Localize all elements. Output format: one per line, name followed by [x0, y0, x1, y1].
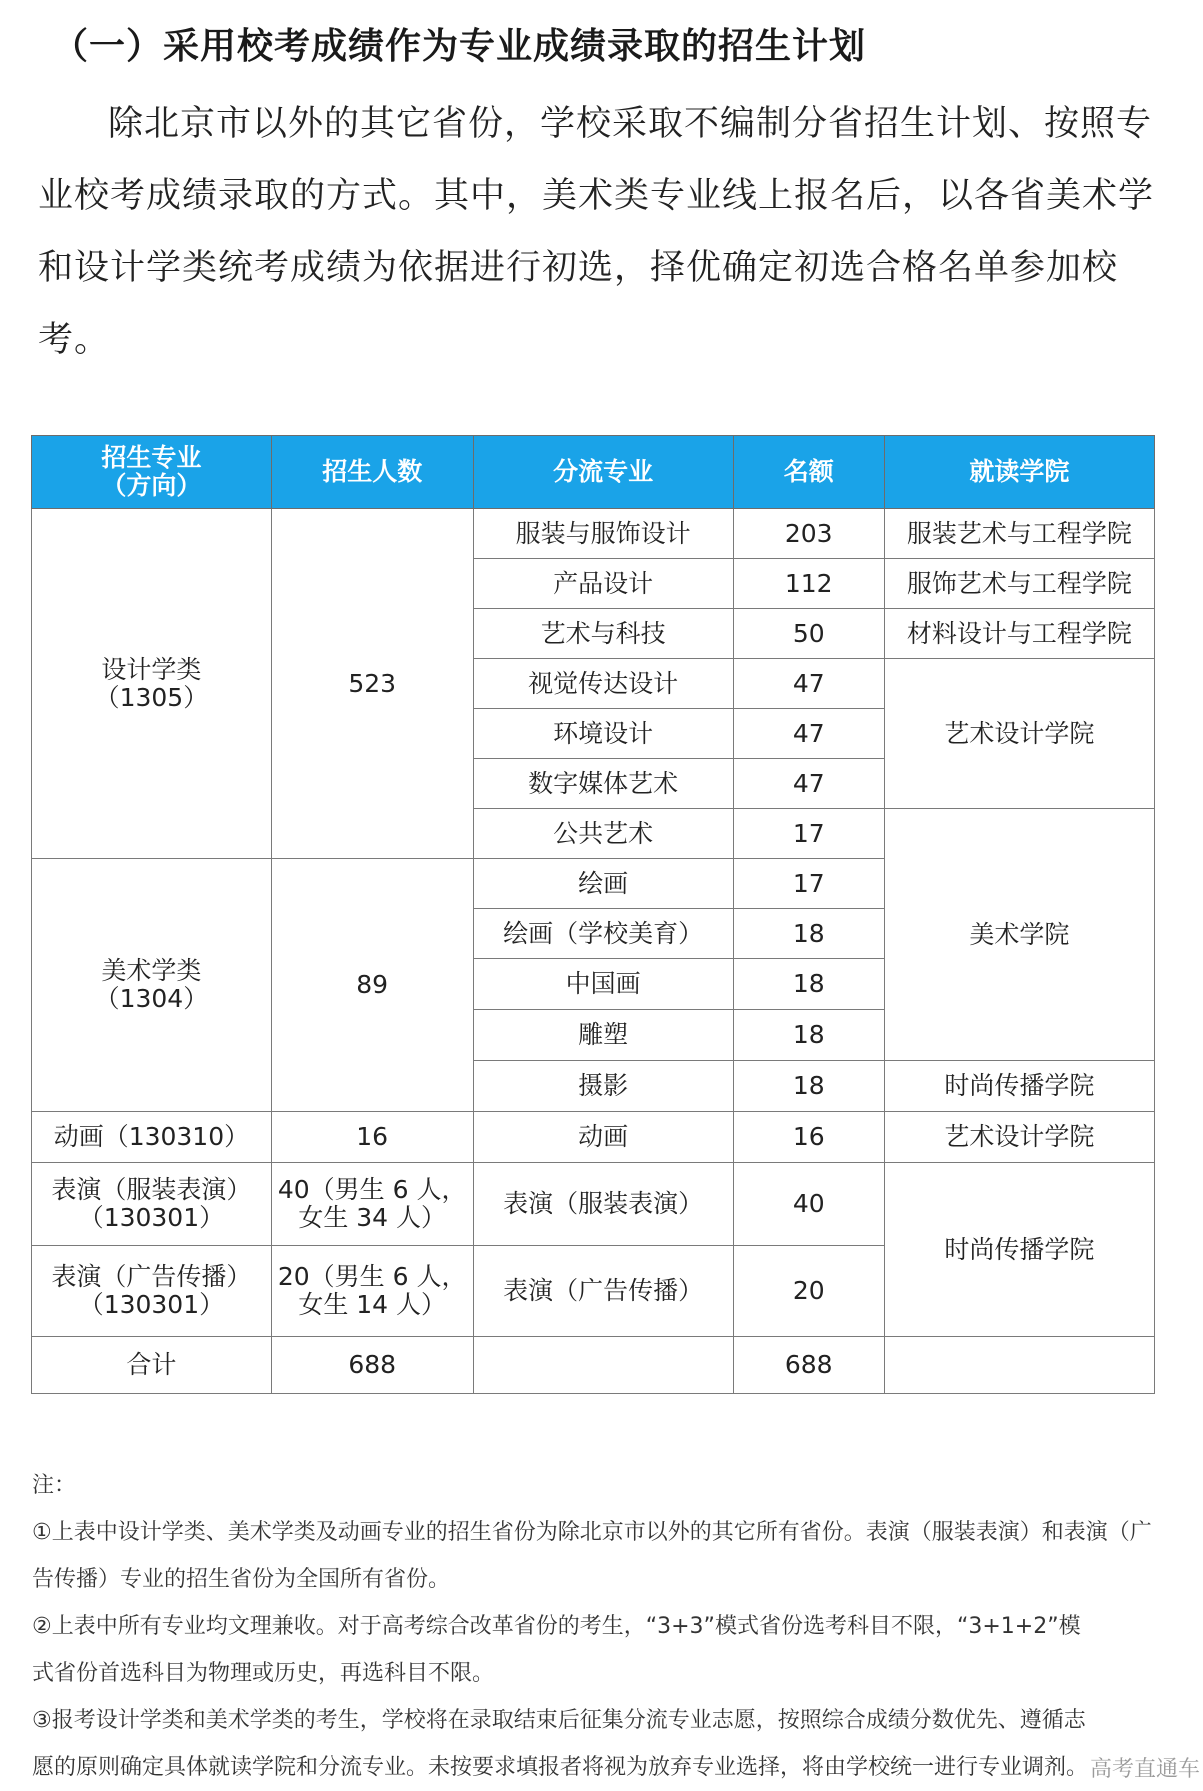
total-quota: 688	[271, 1337, 473, 1394]
sub-major-cell: 雕塑	[473, 1010, 733, 1061]
places-cell: 18	[733, 909, 884, 959]
places-cell: 18	[733, 959, 884, 1010]
places-cell: 112	[733, 559, 884, 609]
quota-perf-ad: 20（男生 6 人， 女生 14 人）	[271, 1246, 473, 1337]
places-cell: 47	[733, 709, 884, 759]
major-design: 设计学类 （1305）	[32, 509, 272, 859]
quota-fine-arts: 89	[271, 859, 473, 1112]
college-cell: 服装艺术与工程学院	[884, 509, 1154, 559]
college-cell: 时尚传播学院	[884, 1061, 1154, 1112]
sub-major-cell: 表演（广告传播）	[473, 1246, 733, 1337]
total-label: 合计	[32, 1337, 272, 1394]
note-3-line-1: ③报考设计学类和美术学类的考生，学校将在录取结束后征集分流专业志愿，按照综合成绩分数优先、遵循志	[32, 1708, 1086, 1733]
places-cell: 17	[733, 809, 884, 859]
header-quota: 招生人数	[271, 436, 473, 509]
note-2-line-2: 式省份首选科目为物理或历史，再选科目不限。	[32, 1661, 495, 1686]
header-sub-major: 分流专业	[473, 436, 733, 509]
table-row	[32, 1163, 1155, 1246]
sub-major-cell: 绘画	[473, 859, 733, 909]
college-cell: 美术学院	[884, 809, 1154, 1061]
intro-paragraph: 除北京市以外的其它省份，学校采取不编制分省招生计划、按照专业校考成绩录取的方式。其中，美术类专业线上报名后，以各省美术学和设计学类统考成绩为依据进行初选，择优确定初选合格名单参加校考。	[38, 104, 1155, 360]
major-animation: 动画（130310）	[32, 1112, 272, 1163]
sub-major-cell: 表演（服装表演）	[473, 1163, 733, 1246]
note-2-line-1: ②上表中所有专业均文理兼收。对于高考综合改革省份的考生，“3+3”模式省份选考科目不限，“3+1+2”模	[32, 1614, 1081, 1639]
college-cell: 时尚传播学院	[884, 1163, 1154, 1337]
major-perf-ad: 表演（广告传播） （130301）	[32, 1246, 272, 1337]
sub-major-cell: 动画	[473, 1112, 733, 1163]
sub-major-cell: 数字媒体艺术	[473, 759, 733, 809]
total-college-empty	[884, 1337, 1154, 1394]
total-sub-major-empty	[473, 1337, 733, 1394]
sub-major-cell: 摄影	[473, 1061, 733, 1112]
places-cell: 47	[733, 759, 884, 809]
major-fine-arts: 美术学类 （1304）	[32, 859, 272, 1112]
college-cell: 服饰艺术与工程学院	[884, 559, 1154, 609]
note-1-line-1: ①上表中设计学类、美术学类及动画专业的招生省份为除北京市以外的其它所有省份。表演（服装表演）和表演（广	[32, 1520, 1152, 1545]
places-cell: 17	[733, 859, 884, 909]
sub-major-cell: 公共艺术	[473, 809, 733, 859]
watermark: 高考直通车	[1090, 1757, 1201, 1782]
table-row	[32, 1112, 1155, 1163]
header-college: 就读学院	[884, 436, 1154, 509]
section-heading: （一）采用校考成绩作为专业成绩录取的招生计划	[52, 26, 867, 67]
notes-label: 注：	[32, 1473, 77, 1498]
places-cell: 50	[733, 609, 884, 659]
places-cell: 18	[733, 1010, 884, 1061]
college-cell: 材料设计与工程学院	[884, 609, 1154, 659]
enrollment-plan-table	[31, 435, 1155, 1394]
places-cell: 203	[733, 509, 884, 559]
sub-major-cell: 环境设计	[473, 709, 733, 759]
sub-major-cell: 绘画（学校美育）	[473, 909, 733, 959]
table-total-row	[32, 1337, 1155, 1394]
places-cell: 18	[733, 1061, 884, 1112]
places-cell: 47	[733, 659, 884, 709]
college-cell: 艺术设计学院	[884, 659, 1154, 809]
sub-major-cell: 服装与服饰设计	[473, 509, 733, 559]
sub-major-cell: 中国画	[473, 959, 733, 1010]
places-cell: 16	[733, 1112, 884, 1163]
note-3-line-2: 愿的原则确定具体就读学院和分流专业。未按要求填报者将视为放弃专业选择，将由学校统一进行专业调剂。	[32, 1755, 1089, 1780]
note-1-line-2: 告传播）专业的招生省份为全国所有省份。	[32, 1567, 451, 1592]
sub-major-cell: 产品设计	[473, 559, 733, 609]
table-row	[32, 509, 1155, 559]
places-cell: 20	[733, 1246, 884, 1337]
major-perf-fashion: 表演（服装表演） （130301）	[32, 1163, 272, 1246]
college-cell: 艺术设计学院	[884, 1112, 1154, 1163]
quota-design: 523	[271, 509, 473, 859]
notes-section	[32, 1462, 1172, 1791]
quota-perf-fashion: 40（男生 6 人， 女生 34 人）	[271, 1163, 473, 1246]
quota-animation: 16	[271, 1112, 473, 1163]
sub-major-cell: 视觉传达设计	[473, 659, 733, 709]
header-places: 名额	[733, 436, 884, 509]
places-cell: 40	[733, 1163, 884, 1246]
total-places: 688	[733, 1337, 884, 1394]
table-header-row	[32, 436, 1155, 509]
header-major: 招生专业 （方向）	[32, 436, 272, 509]
sub-major-cell: 艺术与科技	[473, 609, 733, 659]
